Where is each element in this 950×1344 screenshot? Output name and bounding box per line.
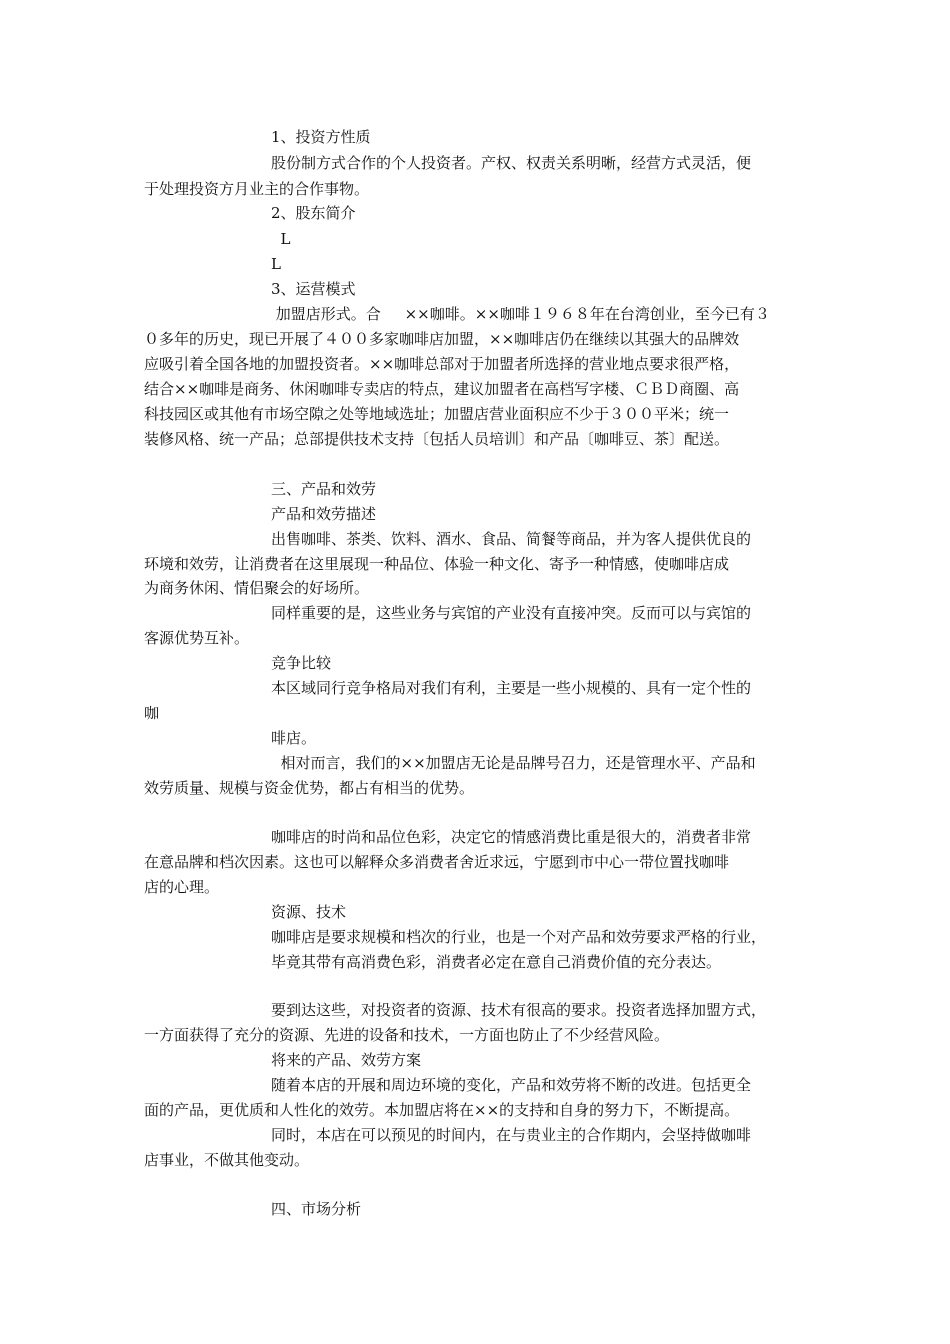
paragraph-line: 随着本店的开展和周边环境的变化，产品和效劳将不断的改进。包括更全 — [271, 1076, 752, 1094]
paragraph-line: 店事业，不做其他变动。 — [144, 1151, 310, 1169]
paragraph-line: 于处理投资方月业主的合作事物。 — [144, 180, 370, 198]
paragraph-line: 股份制方式合作的个人投资者。产权、权责关系明晰，经营方式灵活，便 — [271, 154, 752, 172]
section-heading-market-analysis: 四、市场分析 — [271, 1200, 362, 1218]
paragraph-line: 咖 — [144, 704, 160, 722]
paragraph-line: ０多年的历史，现已开展了４００多家咖啡店加盟，××咖啡店仍在继续以其强大的品牌效 — [144, 330, 740, 348]
heading-investor-nature: 1、投资方性质 — [271, 128, 371, 146]
paragraph-line: 在意品牌和档次因素。这也可以解释众多消费者舍近求远，宁愿到市中心一带位置找咖啡 — [144, 853, 730, 871]
paragraph-line: 客源优势互补。 — [144, 629, 250, 647]
section-heading-products: 三、产品和效劳 — [271, 480, 377, 498]
paragraph-line: 科技园区或其他有市场空隙之处等地域选址；加盟店营业面积应不少于３００平米；统一 — [144, 405, 730, 423]
paragraph-line: 为商务休闲、情侣聚会的好场所。 — [144, 579, 370, 597]
paragraph-line: 应吸引着全国各地的加盟投资者。××咖啡总部对于加盟者所选择的营业地点要求很严格， — [144, 355, 740, 373]
subheading-future-plan: 将来的产品、效劳方案 — [271, 1051, 422, 1069]
paragraph-line: 相对而言，我们的××加盟店无论是品牌号召力，还是管理水平、产品和 — [271, 754, 756, 772]
paragraph-line: 本区域同行竞争格局对我们有利，主要是一些小规模的、具有一定个性的 — [271, 679, 752, 697]
paragraph-line: 咖啡店的时尚和品位色彩，决定它的情感消费比重是很大的，消费者非常 — [271, 828, 752, 846]
paragraph-line: 毕竟其带有高消费色彩，消费者必定在意自己消费价值的充分表达。 — [271, 953, 722, 971]
paragraph-line: 啡店。 — [271, 729, 317, 747]
paragraph-line: 环境和效劳，让消费者在这里展现一种品位、体验一种文化、寄予一种情感，使咖啡店成 — [144, 555, 730, 573]
paragraph-line: 同时，本店在可以预见的时间内，在与贵业主的合作期内，会坚持做咖啡 — [271, 1126, 752, 1144]
paragraph-line: 要到达这些，对投资者的资源、技术有很高的要求。投资者选择加盟方式， — [271, 1001, 767, 1019]
paragraph-line: 装修风格、统一产品；总部提供技术支持〔包括人员培训〕和产品〔咖啡豆、茶〕配送。 — [144, 430, 730, 448]
paragraph-line: 加盟店形式。合 ××咖啡。××咖啡１９６８年在台湾创业，至今已有３ — [271, 305, 770, 323]
paragraph-line: 同样重要的是，这些业务与宾馆的产业没有直接冲突。反而可以与宾馆的 — [271, 604, 752, 622]
subheading-product-description: 产品和效劳描述 — [271, 505, 377, 523]
placeholder-line: L — [271, 230, 291, 248]
paragraph-line: 效劳质量、规模与资金优势，都占有相当的优势。 — [144, 779, 475, 797]
paragraph-line: 出售咖啡、茶类、饮料、酒水、食品、简餐等商品，并为客人提供优良的 — [271, 530, 752, 548]
heading-shareholders: 2、股东简介 — [271, 204, 356, 222]
heading-operation-model: 3、运营模式 — [271, 280, 356, 298]
paragraph-line: 咖啡店是要求规模和档次的行业，也是一个对产品和效劳要求严格的行业， — [271, 928, 767, 946]
paragraph-line: 一方面获得了充分的资源、先进的设备和技术，一方面也防止了不少经营风险。 — [144, 1026, 670, 1044]
subheading-resources: 资源、技术 — [271, 903, 347, 921]
paragraph-line: 面的产品，更优质和人性化的效劳。本加盟店将在××的支持和自身的努力下，不断提高。 — [144, 1101, 740, 1119]
paragraph-line: 店的心理。 — [144, 878, 220, 896]
placeholder-line: L — [271, 255, 281, 273]
subheading-competition: 竞争比较 — [271, 654, 332, 672]
paragraph-line: 结合××咖啡是商务、休闲咖啡专卖店的特点，建议加盟者在高档写字楼、ＣＢＤ商圈、高 — [144, 380, 740, 398]
